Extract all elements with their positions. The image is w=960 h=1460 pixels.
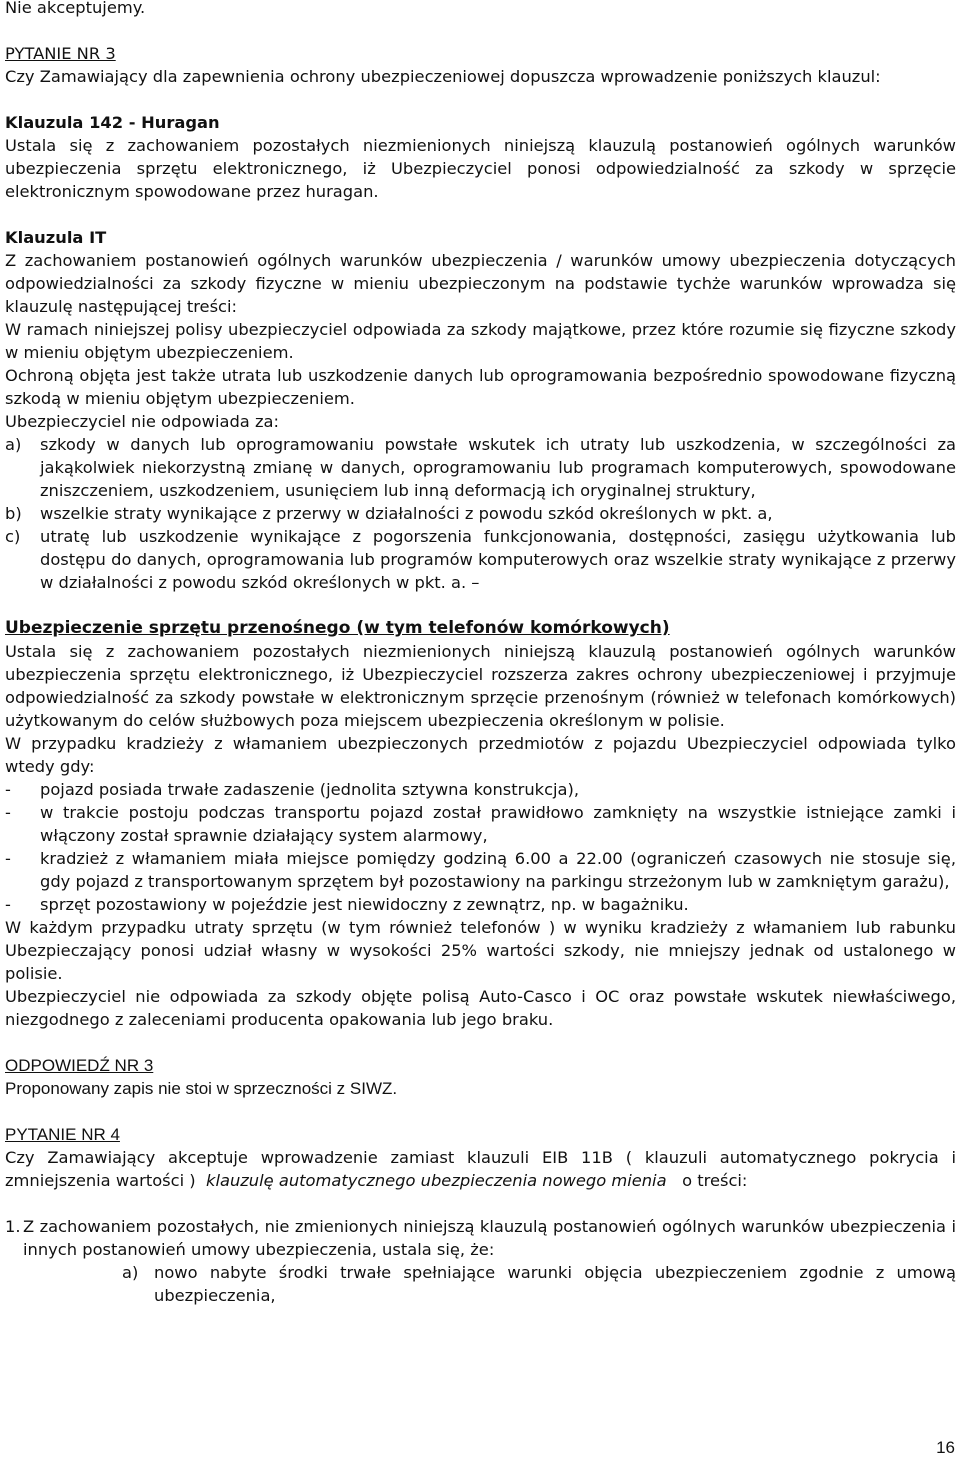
clause-142-title: Klauzula 142 - Huragan [5,113,220,132]
question-4-heading: PYTANIE NR 4 [5,1125,120,1144]
question-3-text: Czy Zamawiający dla zapewnienia ochrony ubezpieczeniowej dopuszcza wprowadzenie poniższych klauzul: [5,67,881,86]
list-text: w trakcie postoju podczas transportu pojazd został prawidłowo zamknięty na wszystkie istniejące zamki i włączony został sprawnie działający system alarmowy, [40,803,956,845]
list-marker: - [5,895,11,914]
clause-it-paragraph-3: Ochroną objęta jest także utrata lub uszkodzenie danych lub oprogramowania bezpośrednio spowodowane fizyczną szkodą w mieniu objętym ubezpieczeniem. [5,366,956,408]
list-item [5,525,956,594]
clause-142-text: Ustala się z zachowaniem pozostałych niezmienionych niniejszą klauzulą postanowień ogólnych warunków ubezpieczenia sprzętu elektronicznego, iż Ubezpieczyciel ponosi odpowiedzialność za szkody w sprzęcie elektronicznym spowodowane przez huragan. [5,136,956,201]
list-text: szkody w danych lub oprogramowaniu powstałe wskutek ich utraty lub uszkodzenia, w szczególności za jakąkolwiek niekorzystną zmianę w danych, oprogramowaniu lub programach komputerowych, spowodowane zniszczeniem, uszkodzeniem, usunięciem lub inną deformacją ich oryginalnej struktury, [40,435,956,500]
list-marker: a) [122,1263,139,1282]
intro-line: Nie akceptujemy. [5,0,146,17]
list-item [5,433,956,502]
list-text: Z zachowaniem pozostałych, nie zmienionych niniejszą klauzulą postanowień ogólnych warunków ubezpieczenia i innych postanowień umowy ubezpieczenia, ustala się, że: [23,1217,956,1259]
list-item [5,893,956,916]
list-text: nowo nabyte środki trwałe spełniające warunki objęcia ubezpieczeniem zgodnie z umową ubezpieczenia, [154,1263,956,1305]
list-text: wszelkie straty wynikające z przerwy w działalności z powodu szkód określonych w pkt. a, [40,504,773,523]
list-marker: c) [5,527,21,546]
list-text: pojazd posiada trwałe zadaszenie (jednolita sztywna konstrukcja), [40,780,580,799]
list-item [5,801,956,847]
list-marker: - [5,780,11,799]
clause-it-paragraph-1: Z zachowaniem postanowień ogólnych warunków ubezpieczenia / warunków umowy ubezpieczenia dotyczących odpowiedzialności za szkody fizyczne w mieniu ubezpieczonym na podstawie tychże warunków wprowadza się klauzulę następującej treści: [5,251,956,316]
question-3-heading: PYTANIE NR 3 [5,44,116,63]
list-item [5,778,956,801]
portable-paragraph-1: Ustala się z zachowaniem pozostałych niezmienionych niniejszą klauzulą postanowień ogólnych warunków ubezpieczenia sprzętu elektronicznego, iż Ubezpieczyciel rozszerza zakres ochrony ubezpieczeniowej i przyjmuje odpowiedzialność za szkody powstałe w elektronicznym sprzęcie przenośnym (również w telefonach komórkowych) użytkowanym do celów służbowych poza miejscem ubezpieczenia określonym w polisie. [5,642,956,730]
list-text: kradzież z włamaniem miała miejsce pomiędzy godziną 6.00 a 22.00 (ograniczeń czasowych nie stosuje się, gdy pojazd z transportowanym sprzętem był pozostawiony na parkingu strzeżonym lub w zamkniętym garażu), [40,849,956,891]
list-marker: - [5,849,11,868]
sub-list-item [5,1261,956,1307]
document-page [5,0,956,1307]
clause-it-paragraph-2: W ramach niniejszej polisy ubezpieczyciel odpowiada za szkody majątkowe, przez które rozumie się fizyczne szkody w mieniu objętym ubezpieczeniem. [5,320,956,362]
question-4-text-start: Czy Zamawiający akceptuje wprowadzenie zamiast klauzuli EIB 11B ( klauzuli automatycznego pokrycia i zmniejszenia wartości ) [5,1148,956,1190]
portable-paragraph-2: W przypadku kradzieży z włamaniem ubezpieczonych przedmiotów z pojazdu Ubezpieczyciel odpowiada tylko wtedy gdy: [5,734,956,776]
numbered-item [5,1215,956,1261]
question-4-text-end: o treści: [682,1171,748,1190]
portable-equipment-title: Ubezpieczenie sprzętu przenośnego (w tym telefonów komórkowych) [5,618,670,638]
portable-paragraph-4: Ubezpieczyciel nie odpowiada za szkody objęte polisą Auto-Casco i OC oraz powstałe wskutek niewłaściwego, niezgodnego z zaleceniami producenta opakowania lub jego braku. [5,987,956,1029]
answer-3-heading: ODPOWIEDŹ NR 3 [5,1056,154,1075]
list-text: sprzęt pozostawiony w pojeździe jest niewidoczny z zewnątrz, np. w bagażniku. [40,895,689,914]
clause-it-title: Klauzula IT [5,228,107,247]
list-marker: - [5,803,11,822]
list-marker: 1. [5,1217,21,1236]
list-marker: a) [5,435,22,454]
list-item [5,847,956,893]
portable-paragraph-3: W każdym przypadku utraty sprzętu (w tym również telefonów ) w wyniku kradzieży z włamaniem lub rabunku Ubezpieczający ponosi udział własny w wysokości 25% wartości szkody, nie mniejszy jednak od ustalonego w polisie. [5,918,956,983]
page-number: 16 [936,1438,955,1457]
list-marker: b) [5,504,22,523]
question-4-text [5,1146,956,1192]
question-4-clause-name: klauzulę automatycznego ubezpieczenia nowego mienia [206,1171,667,1190]
list-text: utratę lub uszkodzenie wynikające z pogorszenia funkcjonowania, dostępności, zasięgu użytkowania lub dostępu do danych, oprogramowania lub programów komputerowych oraz wszelkie straty wynikające z przerwy w działalności z powodu szkód określonych w pkt. a. – [40,527,956,592]
clause-it-paragraph-4: Ubezpieczyciel nie odpowiada za: [5,412,279,431]
answer-3-text: Proponowany zapis nie stoi w sprzeczności z SIWZ. [5,1079,398,1098]
list-item [5,502,956,525]
